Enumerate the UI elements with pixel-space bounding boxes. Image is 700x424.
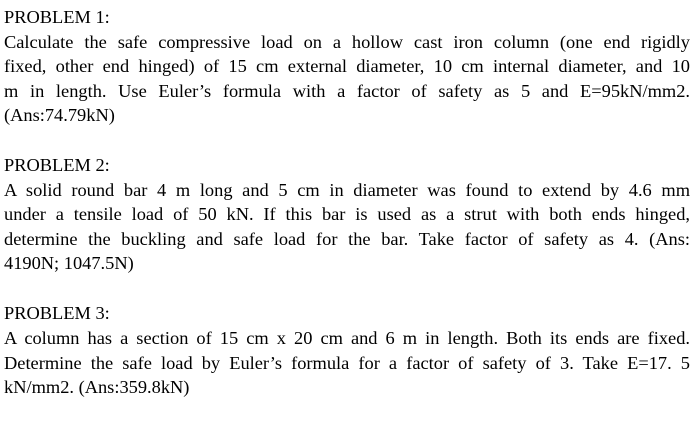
- text-line: determine the buckling and safe load for the bar. Take factor of safety as 4. (Ans:: [4, 228, 690, 249]
- problem-title: PROBLEM 3:: [4, 303, 110, 324]
- answer-line: (Ans:74.79kN): [4, 104, 115, 125]
- problem-title: PROBLEM 2:: [4, 155, 110, 176]
- text-line: Calculate the safe compressive load on a hollow cast iron column (one end rigidly: [4, 32, 690, 52]
- problem-3: [4, 300, 690, 399]
- problem-title: PROBLEM 1:: [4, 7, 110, 27]
- problem-1: [4, 4, 690, 127]
- answer-line: 4190N; 1047.5N): [4, 253, 134, 274]
- text-line: under a tensile load of 50 kN. If this bar is used as a strut with both ends hinged,: [4, 204, 690, 225]
- text-line: A solid round bar 4 m long and 5 cm in diameter was found to extend by 4.6 mm: [4, 180, 690, 201]
- problem-text: [4, 30, 690, 127]
- text-line: fixed, other end hinged) of 15 cm external diameter, 10 cm internal diameter, and 10: [4, 56, 690, 77]
- answer-line: kN/mm2. (Ans:359.8kN): [4, 376, 190, 397]
- document-body: [4, 4, 690, 424]
- problem-text: [4, 326, 690, 399]
- text-line: Determine the safe load by Euler’s formula for a factor of safety of 3. Take E=17. 5: [4, 352, 690, 373]
- problem-2: [4, 152, 690, 275]
- text-line: m in length. Use Euler’s formula with a factor of safety as 5 and E=95kN/mm2.: [4, 80, 690, 101]
- problem-text: [4, 178, 690, 275]
- text-line: A column has a section of 15 cm x 20 cm and 6 m in length. Both its ends are fixed.: [4, 328, 690, 349]
